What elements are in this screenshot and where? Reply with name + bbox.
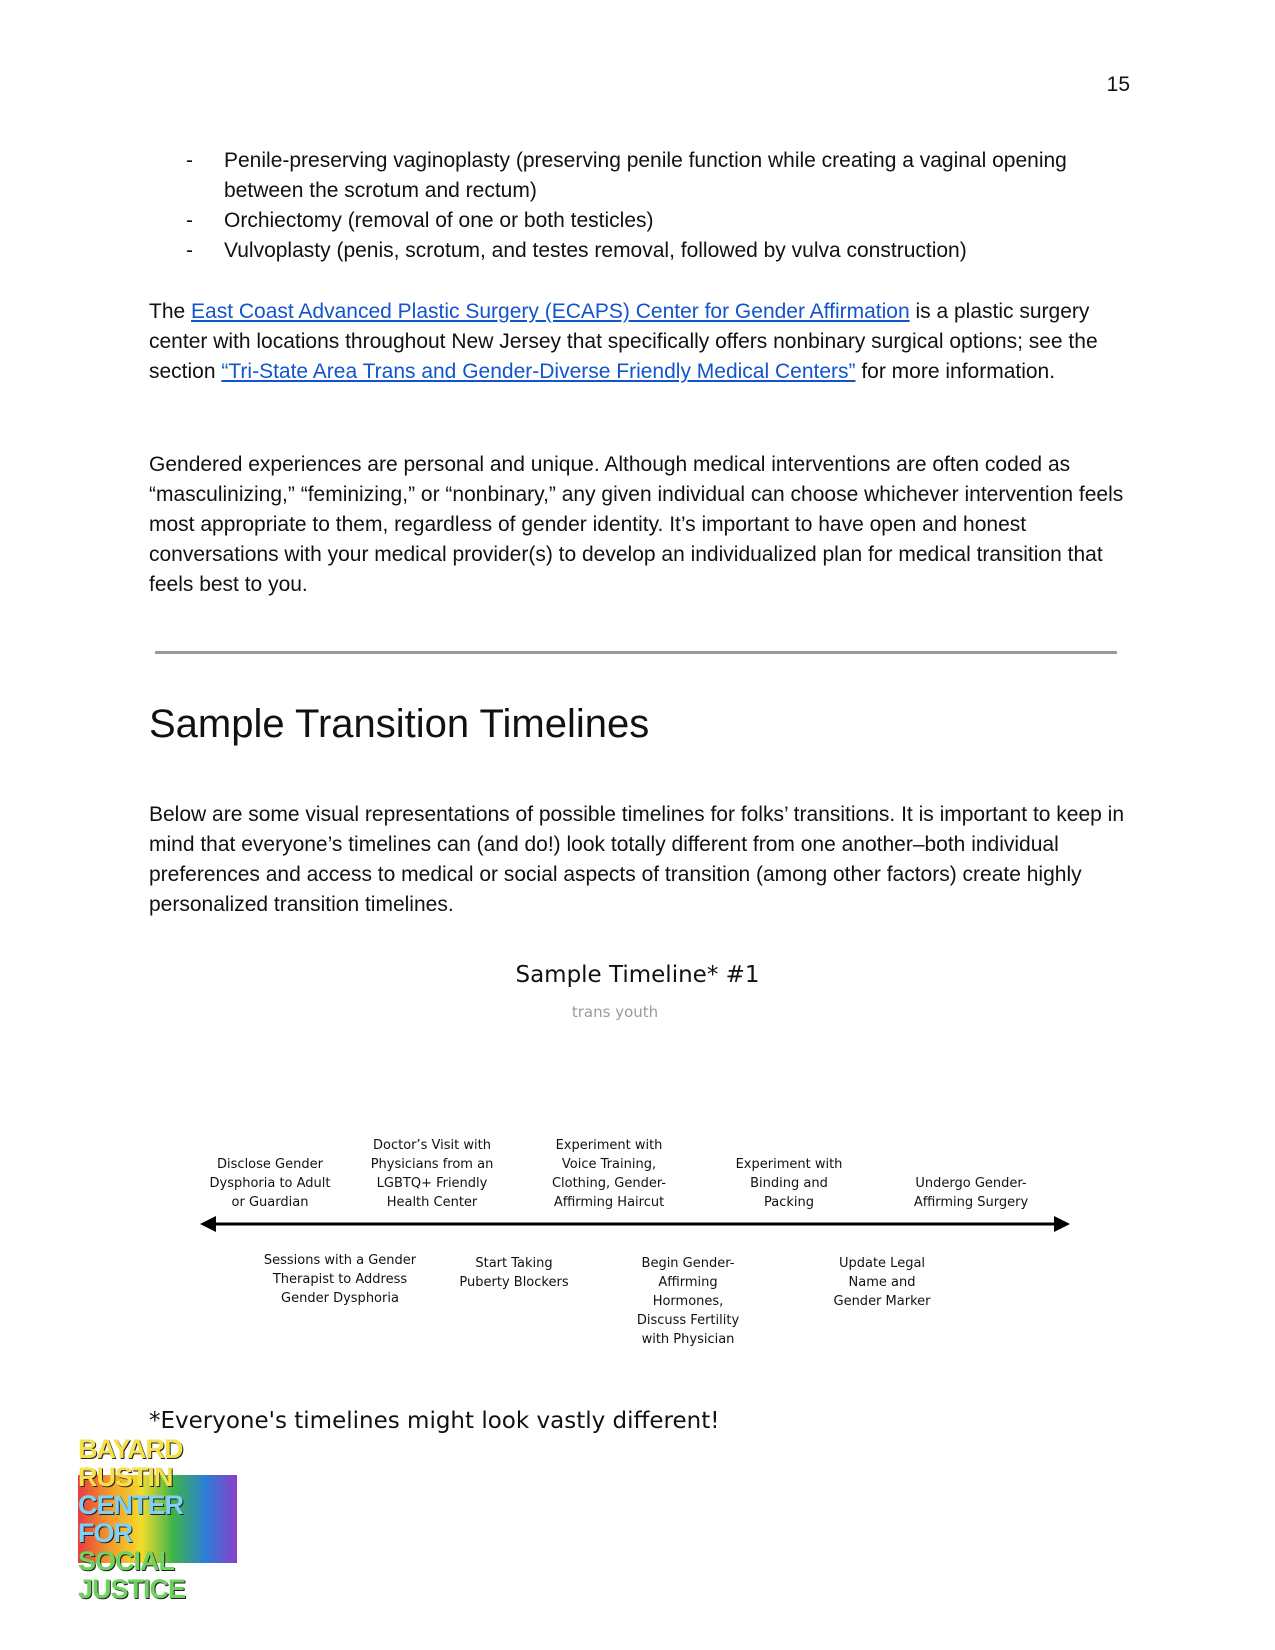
list-dash: - [186, 149, 193, 172]
paragraph-text: is a plastic surgery center with locations throughout New Jersey that specifically offers nonbinary surgical options; see the section [149, 300, 1098, 383]
list-dash: - [186, 239, 193, 262]
logo-line: SOCIAL JUSTICE [78, 1546, 186, 1604]
list-dash: - [186, 209, 193, 232]
page-number: 15 [1106, 73, 1130, 96]
timeline-event-below: Update Legal Name and Gender Marker [833, 1256, 931, 1309]
list-item-text: Vulvoplasty (penis, scrotum, and testes removal, followed by vulva construction) [224, 239, 967, 262]
timeline-event-above: Undergo Gender- Affirming Surgery [913, 1176, 1029, 1210]
section-heading: Sample Transition Timelines [149, 702, 650, 746]
timeline-event-below: Sessions with a Gender Therapist to Address Gender Dysphoria [263, 1253, 417, 1306]
list-item-text: Orchiectomy (removal of one or both testicles) [224, 209, 654, 232]
timeline-title: Sample Timeline* #1 [515, 962, 760, 988]
gendered-experiences-paragraph: Gendered experiences are personal and unique. Although medical interventions are often coded as “masculinizing,” “feminizing,” or “nonbinary,” any given individual can choose whichever intervention feels most appropriate to them, regardless of gender identity. It’s important to have open and honest conversations with your medical provider(s) to develop an individualized plan for medical transition that feels best to you. [149, 453, 1124, 596]
timeline-event-below: Start Taking Puberty Blockers [459, 1256, 569, 1290]
timeline-footnote: *Everyone's timelines might look vastly different! [149, 1408, 720, 1434]
timeline-event-above: Doctor’s Visit with Physicians from an LGBTQ+ Friendly Health Center [370, 1138, 494, 1210]
paragraph-text: The [149, 300, 192, 323]
timeline-event-below: Begin Gender- Affirming Hormones, Discuss Fertility with Physician [636, 1256, 740, 1347]
list-item-text: Penile-preserving vaginoplasty (preserving penile function while creating a vaginal opening between the scrotum and rectum) [224, 149, 1067, 202]
logo-line: BAYARD RUSTIN [78, 1434, 183, 1492]
timeline-subtitle: trans youth [571, 1003, 659, 1021]
tri-state-section-link[interactable]: “Tri-State Area Trans and Gender-Diverse Friendly Medical Centers” [221, 360, 856, 383]
timeline-event-above: Experiment with Binding and Packing [735, 1157, 843, 1210]
timelines-intro-paragraph: Below are some visual representations of possible timelines for folks’ transitions. It is important to keep in mind that everyone’s timelines can (and do!) look totally different from one another–both individual preferences and access to medical or social aspects of transition (among other factors) create highly personalized transition timelines. [149, 803, 1125, 916]
logo-line: CENTER FOR [78, 1490, 184, 1548]
ecaps-link[interactable]: East Coast Advanced Plastic Surgery (ECAPS) Center for Gender Affirmation [191, 300, 910, 323]
bayard-rustin-logo [78, 1434, 237, 1604]
timeline-event-above: Experiment with Voice Training, Clothing, Gender- Affirming Haircut [551, 1138, 667, 1210]
paragraph-text: for more information. [855, 360, 1056, 383]
timeline-event-above: Disclose Gender Dysphoria to Adult or Guardian [209, 1157, 331, 1210]
